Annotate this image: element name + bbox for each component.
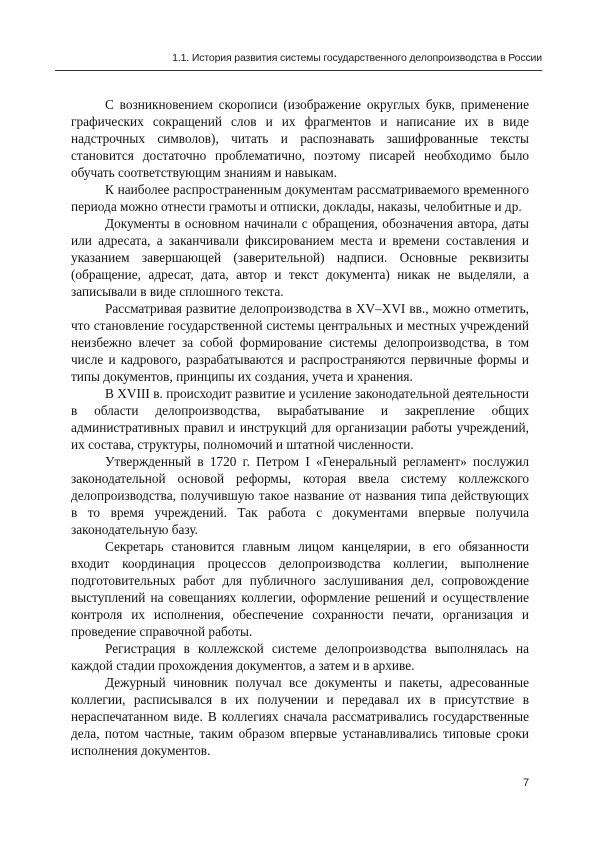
header-rule — [55, 70, 542, 71]
paragraph-9: Дежурный чиновник получал все документы и пакеты, адресованные коллегии, расписывался в их получении и передавал их в присутствие в нераспечатанном виде. В коллегиях сначала рассматривались государственные дела, потом частные, таким образом впервые устанавливались типовые сроки исполнения документов. — [71, 675, 529, 758]
paragraph-8: Регистрация в коллежской системе делопроизводства выполнялась на каждой стадии прохождения документов, а затем и в архиве. — [71, 641, 529, 673]
paragraph-7: Секретарь становится главным лицом канцелярии, в его обязанности входит координация процессов делопроизводства коллегии, выполнение подготовительных работ для публичного заслушивания дел, сопровождение выступлений на совещаниях коллегии, оформление решений и осуществление контроля их исполнения, обеспечение сохранности печати, организация и проведение справочной работы. — [71, 539, 529, 639]
page-number: 7 — [523, 777, 530, 789]
paragraph-3: Документы в основном начинали с обращения, обозначения автора, даты или адресата, а заканчивали фиксированием места и времени составления и указанием завершающей (заверительной) надписи. Основные реквизиты (обращение, адресат, дата, автор и текст документа) никак не выделяли, а записывали в виде сплошного текста. — [71, 216, 529, 299]
running-header — [55, 36, 542, 74]
paragraph-2: К наиболее распространенным документам рассматриваемого временного периода можно отнести грамоты и отписки, доклады, наказы, челобитные и др. — [71, 182, 529, 214]
paragraph-4: Рассматривая развитие делопроизводства в XV–XVI вв., можно отметить, что становление государственной системы центральных и местных учреждений неизбежно влечет за собой формирование системы делопроизводства, в том числе и кадрового, разрабатываются и распространяются первичные формы и типы документов, принципы их создания, учета и хранения. — [71, 301, 529, 384]
paragraph-5: В XVIII в. происходит развитие и усиление законодательной деятельности в области делопроизводства, вырабатывание и закрепление общих административных правил и инструкций для организации работы учреждений, их состава, структуры, полномочий и штатной численности. — [71, 386, 529, 452]
running-header-title: 1.1. История развития системы государственного делопроизводства в России — [172, 52, 542, 64]
paragraph-1: С возникновением скорописи (изображение округлых букв, применение графических сокращений слов и их фрагментов и написание их в виде надстрочных символов), читать и распознавать зашифрованные тексты становится достаточно проблематично, поэтому писарей необходимо было обучать соответствующим знаниям и навыкам. — [71, 97, 529, 180]
page-body — [71, 96, 529, 759]
paragraph-6: Утвержденный в 1720 г. Петром I «Генеральный регламент» послужил законодательной основой реформы, которая ввела систему коллежского делопроизводства, получившую такое название от названия типа действующих в то время учреждений. Так работа с документами впервые получила законодательную базу. — [71, 454, 529, 537]
